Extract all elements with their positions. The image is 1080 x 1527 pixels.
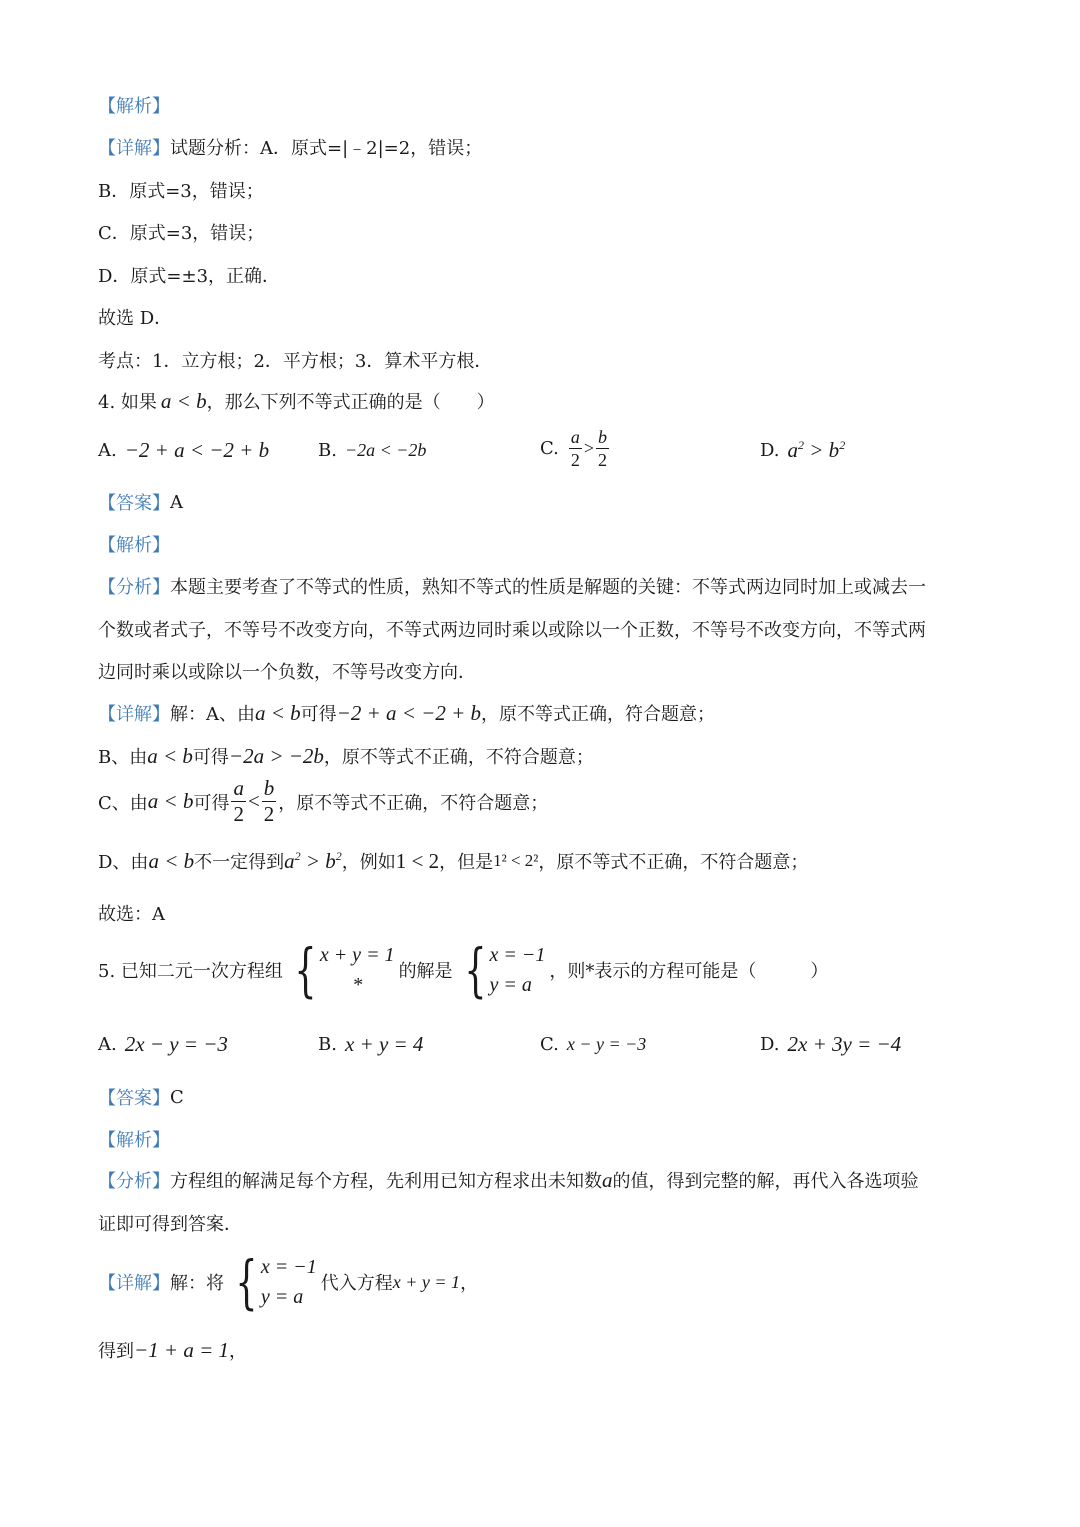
equation-system-2: { x = −1 y = a (463, 936, 546, 1004)
question-4-stem: 4. 如果 a < b ，那么下列不等式正确的是（ ） (98, 388, 495, 413)
q4-fenxi-line1: 【分析】 本题主要考查了不等式的性质，熟知不等式的性质是解题的关键：不等式两边同时加上或减去一 (98, 577, 926, 598)
detail-label: 【详解】 (98, 138, 170, 159)
q4-fenxi-line3: 边同时乘以或除以一个负数，不等号改变方向． (98, 662, 476, 683)
points-line: 考点：1．立方根；2．平方根；3．算术平方根． (98, 351, 493, 372)
q4-detail-d: D、由 a < b 不一定得到 $a^2 > b^2$ ，例如 1 < 2 ，但是 1² < 2² ，原不等式不正确，不符合题意； (98, 848, 809, 873)
q4-detail-a: 【详解】 解：A、由 a < b 可得 −2 + a < −2 + b ，原不等式正确，符合题意； (98, 700, 716, 725)
q5-option-c: C. x − y = −3 (540, 1034, 647, 1055)
option-b-analysis: B．原式=3，错误； (98, 181, 264, 202)
q5-result: 得到 −1 + a = 1 ， (98, 1337, 248, 1362)
option-d-analysis: D．原式=±3，正确． (98, 266, 281, 287)
q5-detail: 【详解】 解：将 { x = −1 y = a 代入方程 x + y = 1 ， (98, 1248, 479, 1316)
q5-option-b: B. x + y = 4 (318, 1032, 424, 1056)
q5-option-a: A. 2x − y = −3 (98, 1032, 228, 1056)
q4-option-a: A. −2 + a < −2 + b (98, 438, 270, 462)
q4-option-d: D. $a^2 > b^2$ (760, 438, 846, 462)
q4-detail-c: C、由 a < b 可得 $\frac{a}{2}$ < $\frac{b}{2}$ ，原不等式不正确，不符合题意； (98, 776, 549, 826)
q5-fenxi-line2: 证即可得到答案． (98, 1214, 242, 1235)
q5-answer: 【答案】 C (98, 1086, 184, 1109)
q5-analysis-label: 【解析】 (98, 1130, 170, 1151)
analysis-label: 【解析】 (98, 96, 170, 117)
q4-option-b: B. −2a < −2b (318, 440, 427, 461)
detail-line (98, 134, 482, 160)
detail-text: 试题分析：A．原式=|﹣2|=2，错误； (170, 138, 483, 159)
q4-detail-b: B、由 a < b 可得 −2a > −2b ，原不等式不正确，不符合题意； (98, 743, 594, 768)
q4-option-c: C. $\frac{a}{2}$ > $\frac{b}{2}$ (540, 427, 608, 470)
choose-line: 故选 D． (98, 308, 173, 329)
q4-choose: 故选：A (98, 904, 165, 925)
q5-fenxi-line1: 【分析】 方程组的解满足每个方程，先利用已知方程求出未知数 a 的值，得到完整的解，再代入各选项验 (98, 1167, 919, 1192)
question-5-stem: 5. 已知二元一次方程组 { x + y = 1 * 的解是 { x = −1 y = a ，则*表示的方程可能是（ ） (98, 936, 829, 1004)
option-c-analysis: C．原式=3，错误； (98, 223, 265, 244)
q4-fenxi-line2: 个数或者式子，不等号不改变方向，不等式两边同时乘以或除以一个正数，不等号不改变方向，不等式两 (98, 620, 926, 641)
q4-answer: 【答案】 A (98, 491, 183, 514)
q4-analysis-label: 【解析】 (98, 535, 170, 556)
equation-system-1: { x + y = 1 * (294, 936, 395, 1004)
q5-option-d: D. 2x + 3y = −4 (760, 1032, 902, 1056)
equation-system-3: { x = −1 y = a (235, 1248, 317, 1316)
